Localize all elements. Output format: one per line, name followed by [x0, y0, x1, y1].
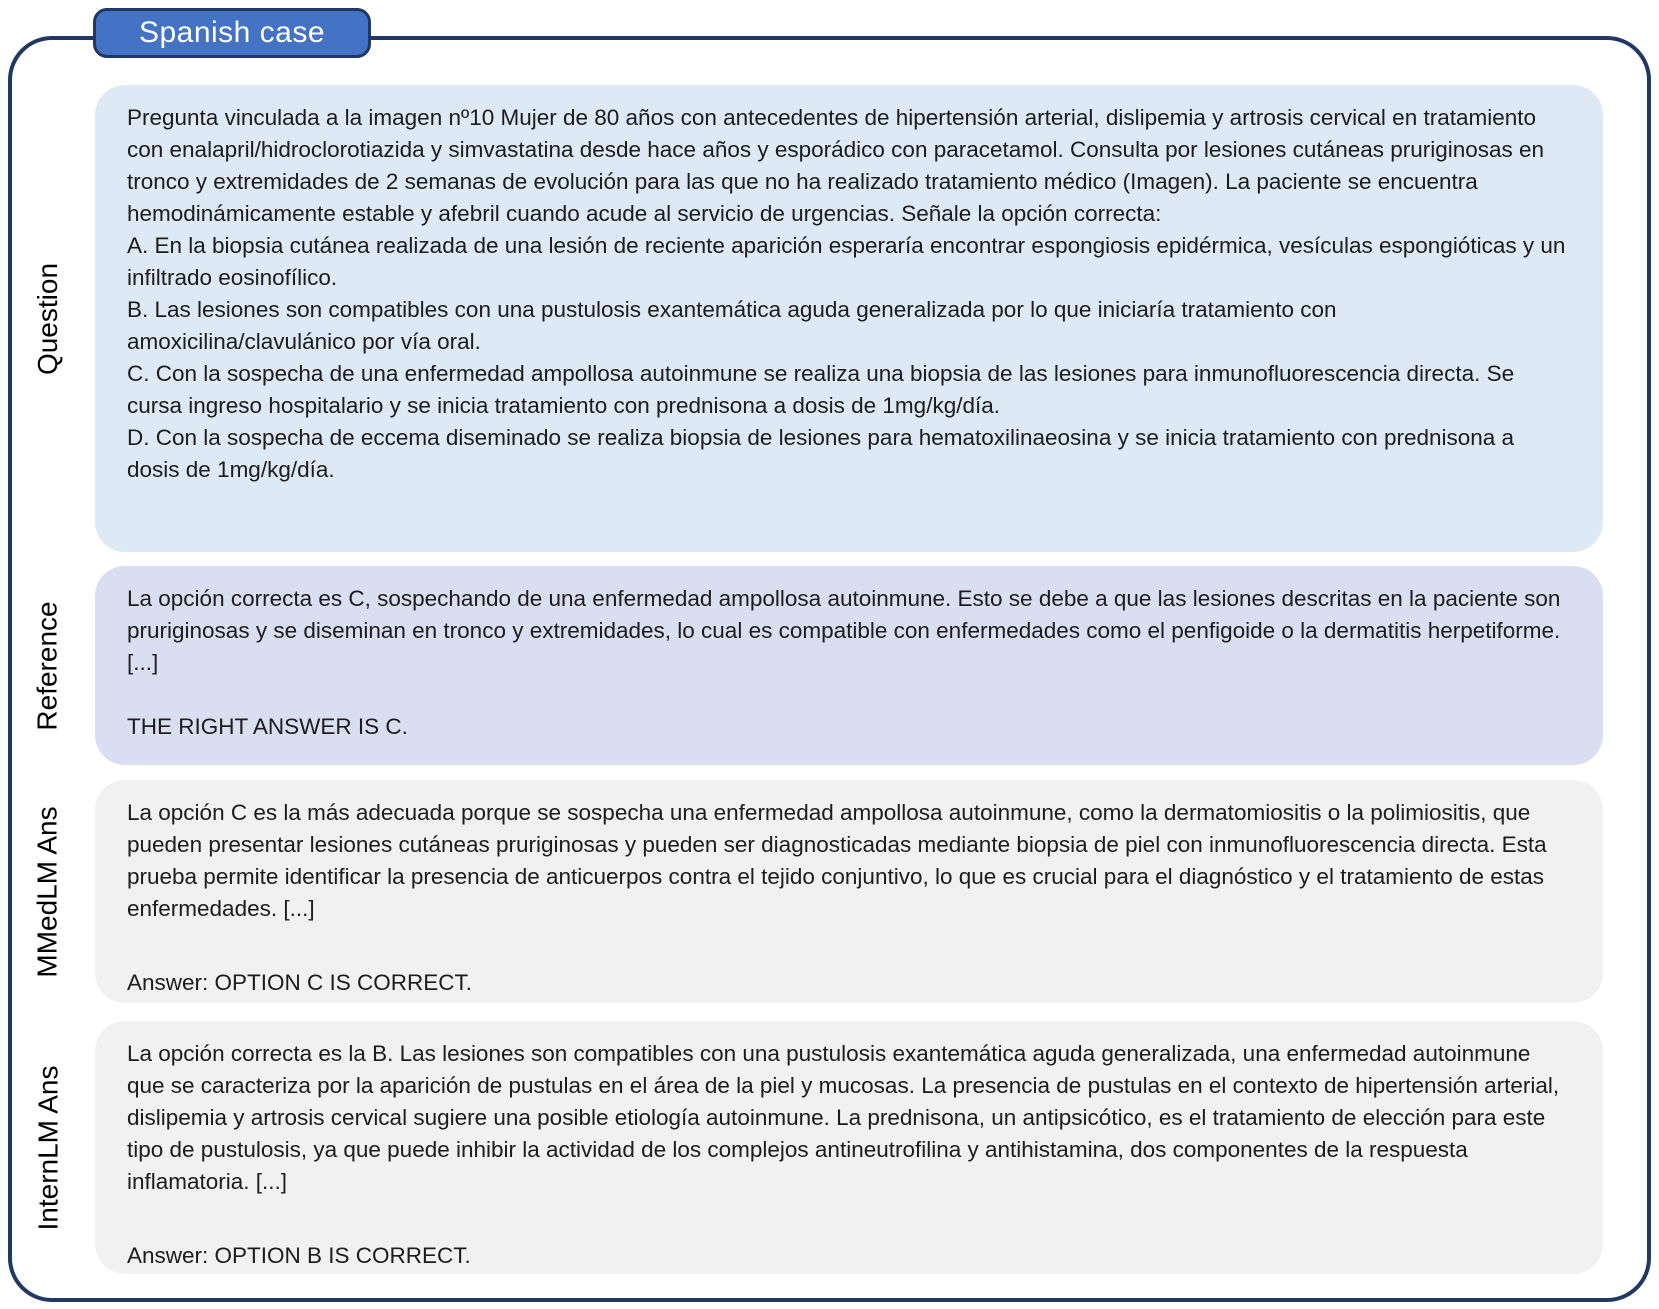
- question-side-label-text: Question: [32, 262, 64, 375]
- internlm-answer-text: Answer: OPTION B IS CORRECT.: [127, 1243, 471, 1268]
- internlm-body-text: La opción correcta es la B. Las lesiones son compatibles con una pustulosis exantemática aguda generalizada, una enfermedad autoinmune que se caracteriza por la aparición de pustulas en el área de la piel y mucosas. La presencia de pustulas en el contexto de hipertensión arterial, dislipemia y artrosis cervical sugiere una posible etiología autoinmune. La prednisona, un antipsicótico, es el tratamiento de elección para este tipo de pustulosis, ya que puede inhibir la actividad de los complejos antineutrofilina y antihistamina, dos componentes de la respuesta inflamatoria. [...]: [127, 1041, 1560, 1194]
- mmedlm-side-label-text: MMedLM Ans: [32, 805, 64, 978]
- reference-side-label-text: Reference: [32, 600, 63, 731]
- mmedlm-answer-text: Answer: OPTION C IS CORRECT.: [127, 970, 473, 995]
- question-panel: [95, 85, 1603, 552]
- question-option-b: B. Las lesiones son compatibles con una pustulosis exantemática aguda generalizada por lo que iniciaría tratamiento con amoxicilina/clavulánico por vía oral.: [127, 297, 1337, 354]
- reference-answer-text: THE RIGHT ANSWER IS C.: [127, 714, 408, 739]
- question-option-a: A. En la biopsia cutánea realizada de una lesión de reciente aparición esperaría encontrar espongiosis epidérmica, vesículas espongióticas y un infiltrado eosinofílico.: [127, 233, 1566, 290]
- case-tab-label: Spanish case: [138, 16, 326, 49]
- internlm-answer-panel: [95, 1021, 1603, 1274]
- question-option-d: D. Con la sospecha de eccema diseminado se realiza biopsia de lesiones para hematoxilinaeosina y se inicia tratamiento con prednisona a dosis de 1mg/kg/día.: [127, 425, 1515, 482]
- reference-panel: [95, 566, 1603, 765]
- question-option-c: C. Con la sospecha de una enfermedad ampollosa autoinmune se realiza una biopsia de las lesiones para inmunofluorescencia directa. Se cursa ingreso hospitalario y se inicia tratamiento con prednisona a dosis de 1mg/kg/día.: [127, 361, 1515, 418]
- internlm-side-label: [4, 1021, 92, 1274]
- case-tab: [93, 8, 371, 58]
- mmedlm-body-text: La opción C es la más adecuada porque se sospecha una enfermedad ampollosa autoinmune, como la dermatomiositis o la polimiositis, que pueden presentar lesiones cutáneas pruriginosas y pueden ser diagnosticadas mediante biopsia de piel con inmunofluorescencia directa. Esta prueba permite identificar la presencia de anticuerpos contra el tejido conjuntivo, lo que es crucial para el diagnóstico y el tratamiento de estas enfermedades. [...]: [127, 800, 1547, 921]
- internlm-side-label-text: InternLM Ans: [32, 1065, 64, 1230]
- question-intro-text: Pregunta vinculada a la imagen nº10 Mujer de 80 años con antecedentes de hipertensión arterial, dislipemia y artrosis cervical en tratamiento con enalapril/hidroclorotiazida y simvastatina desde hace años y esporádico con paracetamol. Consulta por lesiones cutáneas pruriginosas en tronco y extremidades de 2 semanas de evolución para las que no ha realizado tratamiento médico (Imagen). La paciente se encuentra hemodinámicamente estable y afebril cuando acude al servicio de urgencias. Señale la opción correcta:: [127, 105, 1545, 226]
- mmedlm-answer-panel: [95, 780, 1603, 1003]
- question-side-label: [4, 85, 92, 552]
- mmedlm-side-label: [4, 780, 92, 1003]
- reference-side-label: [4, 566, 92, 765]
- reference-body-text: La opción correcta es C, sospechando de una enfermedad ampollosa autoinmune. Esto se debe a que las lesiones descritas en la paciente son pruriginosas y se diseminan en tronco y extremidades, lo cual es compatible con enfermedades como el penfigoide o la dermatitis herpetiforme. [...]: [127, 586, 1561, 675]
